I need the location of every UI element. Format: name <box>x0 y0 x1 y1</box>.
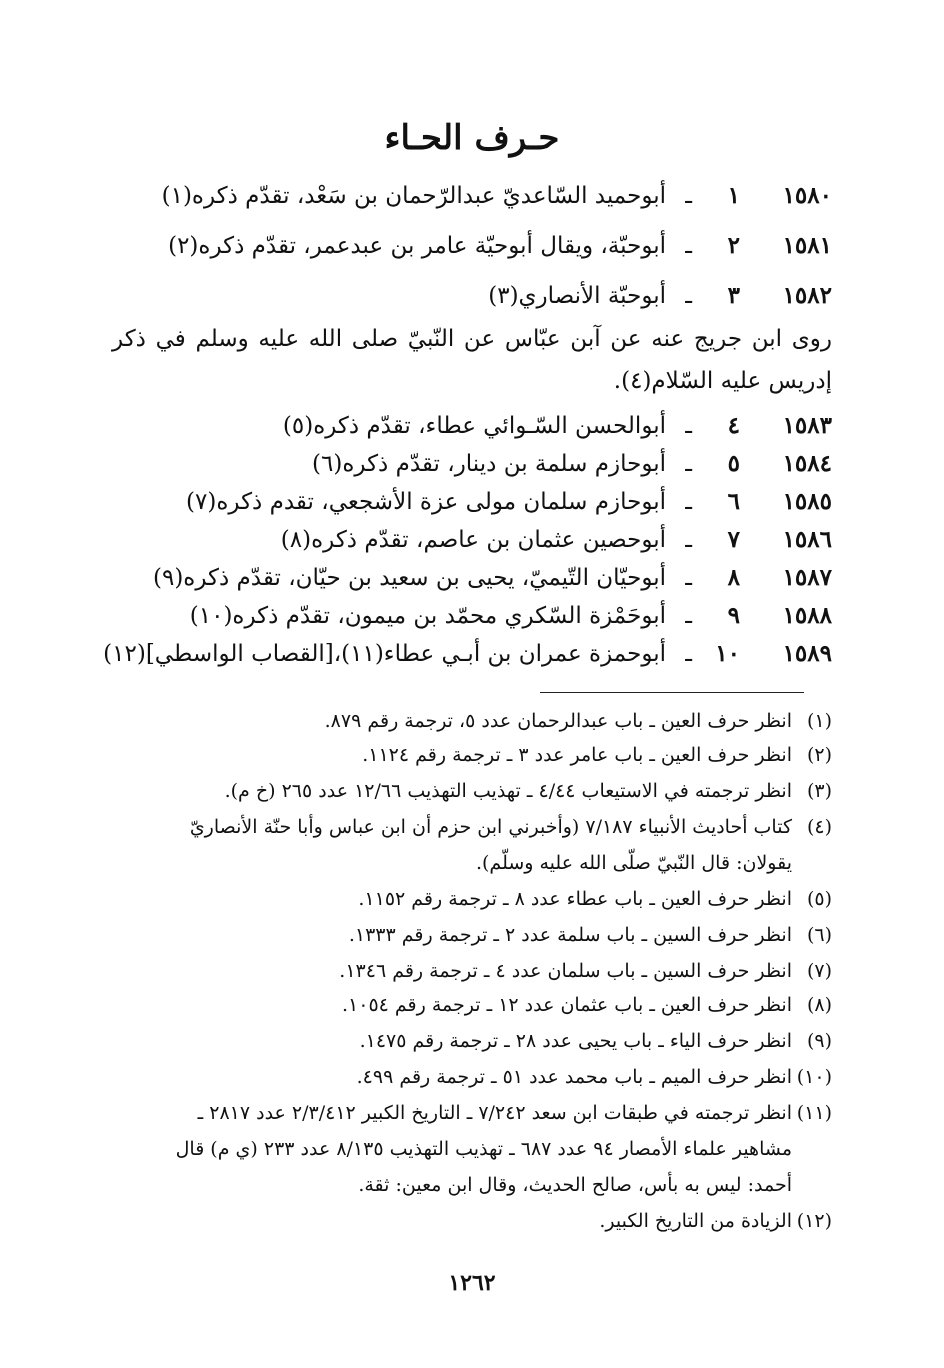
entry-number: ١٥٨٠ <box>782 182 832 209</box>
footnote-number: (١٢) <box>796 1210 832 1232</box>
entry-1580 <box>112 176 832 216</box>
entry-dash: ـ <box>685 183 692 209</box>
entry-text: أبوالحسن السّـوائي عطاء، تقدّم ذكره(٥) <box>282 413 666 439</box>
entry-1584 <box>112 444 832 484</box>
entry-1581 <box>112 226 832 266</box>
entry-1589 <box>103 634 832 674</box>
body-paragraph: روى ابن جريج عنه عن آبن عبّاس عن النّبيّ صلى الله عليه وسلم في ذكر إدريس عليه السّلام(٤). <box>112 326 832 394</box>
footnote-text: الزيادة من التاريخ الكبير. <box>599 1210 792 1232</box>
footnote-number: (٩) <box>806 1030 832 1052</box>
footnote-11-continuation-1: مشاهير علماء الأمصار ٩٤ عدد ٦٨٧ ـ تهذيب التهذيب ٨/١٣٥ عدد ٢٣٣ (ي م) قال <box>175 1138 792 1160</box>
footnote-text: انظر حرف الميم ـ باب محمد عدد ٥١ ـ ترجمة رقم ٤٩٩. <box>356 1066 792 1088</box>
entry-index: ٦ <box>727 488 740 515</box>
footnote-1 <box>112 704 832 738</box>
entry-1582 <box>112 276 832 316</box>
entry-dash: ـ <box>685 527 692 553</box>
entry-text: أبوحازم سلمان مولى عزة الأشجعي، تقدم ذكره(٧) <box>186 489 666 515</box>
entry-number: ١٥٨٥ <box>782 488 832 515</box>
entry-number: ١٥٨٦ <box>782 526 832 553</box>
footnote-4-continuation: يقولان: قال النّبيّ صلّى الله عليه وسلّم). <box>475 852 792 874</box>
entry-1585 <box>112 482 832 522</box>
entry-dash: ـ <box>685 565 692 591</box>
footnote-number: (٢) <box>806 744 832 766</box>
entry-text: أبوحبّة، ويقال أبوحيّة عامر بن عبدعمر، تقدّم ذكره(٢) <box>168 233 666 259</box>
footnote-number: (٥) <box>806 888 832 910</box>
footnote-number: (٨) <box>806 994 832 1016</box>
footnote-number: (١٠) <box>796 1066 832 1088</box>
entry-dash: ـ <box>685 641 692 667</box>
entry-index: ١ <box>727 182 740 209</box>
entry-text: أبوحمزة عمران بن أبـي عطاء(١١)،[القصاب الواسطي](١٢) <box>103 641 666 667</box>
entry-number: ١٥٨١ <box>782 232 832 259</box>
entry-number: ١٥٨٨ <box>782 602 832 629</box>
entry-text: أبوحَمْزة السّكري محمّد بن ميمون، تقدّم ذكره(١٠) <box>189 603 666 629</box>
footnote-9 <box>112 1024 832 1058</box>
footnote-7 <box>112 954 832 988</box>
entry-text: أبوحازم سلمة بن دينار، تقدّم ذكره(٦) <box>312 451 666 477</box>
entry-index: ٧ <box>727 526 740 553</box>
footnote-number: (٧) <box>806 960 832 982</box>
entry-dash: ـ <box>685 489 692 515</box>
footnote-text: انظر حرف العين ـ باب عثمان عدد ١٢ ـ ترجمة رقم ١٠٥٤. <box>342 994 792 1016</box>
entry-index: ٣ <box>727 282 740 309</box>
entry-dash: ـ <box>685 451 692 477</box>
footnote-6 <box>112 918 832 952</box>
entry-index: ٤ <box>727 412 740 439</box>
footnote-11-continuation-2: أحمد: ليس به بأس، صالح الحديث، وقال ابن معين: ثقة. <box>358 1174 792 1196</box>
footnote-text: انظر حرف الياء ـ باب يحيى عدد ٢٨ ـ ترجمة رقم ١٤٧٥. <box>359 1030 792 1052</box>
entry-number: ١٥٨٤ <box>782 450 832 477</box>
entry-index: ١٠ <box>715 640 740 667</box>
chapter-heading: حـرف الحـاء <box>384 118 560 158</box>
footnote-text: انظر حرف السين ـ باب سلمان عدد ٤ ـ ترجمة رقم ١٣٤٦. <box>339 960 792 982</box>
entry-1583 <box>112 406 832 446</box>
entry-1586 <box>112 520 832 560</box>
entry-index: ٥ <box>727 450 740 477</box>
entry-text: أبوحبّة الأنصاري(٣) <box>488 283 666 309</box>
footnote-number: (١) <box>806 710 832 732</box>
entry-dash: ـ <box>685 603 692 629</box>
footnote-4 <box>112 810 832 844</box>
footnote-text: انظر حرف العين ـ باب عامر عدد ٣ ـ ترجمة رقم ١١٢٤. <box>362 744 792 766</box>
entry-index: ٨ <box>727 564 740 591</box>
footnote-5 <box>112 882 832 916</box>
footnote-text: انظر حرف السين ـ باب سلمة عدد ٢ ـ ترجمة رقم ١٣٣٣. <box>348 924 792 946</box>
entry-dash: ـ <box>685 233 692 259</box>
footnote-separator <box>540 692 804 693</box>
entry-index: ٩ <box>727 602 740 629</box>
footnote-12 <box>112 1204 832 1238</box>
entry-dash: ـ <box>685 413 692 439</box>
footnote-8 <box>112 988 832 1022</box>
footnote-number: (١١) <box>796 1102 832 1124</box>
footnote-10 <box>112 1060 832 1094</box>
footnote-text: انظر حرف العين ـ باب عبدالرحمان عدد ٥، ترجمة رقم ٨٧٩. <box>324 710 792 732</box>
footnote-11 <box>112 1096 832 1130</box>
footnote-text: كتاب أحاديث الأنبياء ٧/١٨٧ (وأخبرني ابن حزم أن ابن عباس وأبا حنّة الأنصاريّ <box>189 816 792 838</box>
footnote-text: انظر ترجمته في الاستيعاب ٤/٤٤ ـ تهذيب التهذيب ١٢/٦٦ عدد ٢٦٥ (خ م). <box>224 780 792 802</box>
entry-text: أبوحميد السّاعديّ عبدالرّحمان بن سَعْد، تقدّم ذكره(١) <box>161 183 666 209</box>
footnote-3 <box>112 774 832 808</box>
entry-dash: ـ <box>685 283 692 309</box>
entry-1587 <box>112 558 832 598</box>
footnote-text: انظر ترجمته في طبقات ابن سعد ٧/٢٤٢ ـ التاريخ الكبير ٢/٣/٤١٢ عدد ٢٨١٧ ـ <box>197 1102 792 1124</box>
entry-1588 <box>112 596 832 636</box>
footnote-2 <box>112 738 832 772</box>
entry-text: أبوحيّان التّيميّ، يحيى بن سعيد بن حيّان، تقدّم ذكره(٩) <box>152 565 666 591</box>
entry-number: ١٥٨٧ <box>782 564 832 591</box>
footnote-number: (٤) <box>806 816 832 838</box>
entry-index: ٢ <box>727 232 740 259</box>
footnote-number: (٣) <box>806 780 832 802</box>
entry-number: ١٥٨٩ <box>782 640 832 667</box>
footnote-text: انظر حرف العين ـ باب عطاء عدد ٨ ـ ترجمة رقم ١١٥٢. <box>358 888 792 910</box>
page-number: ١٢٦٢ <box>448 1270 496 1296</box>
entry-number: ١٥٨٢ <box>782 282 832 309</box>
entry-text: أبوحصين عثمان بن عاصم، تقدّم ذكره(٨) <box>280 527 666 553</box>
entry-number: ١٥٨٣ <box>782 412 832 439</box>
footnote-number: (٦) <box>806 924 832 946</box>
